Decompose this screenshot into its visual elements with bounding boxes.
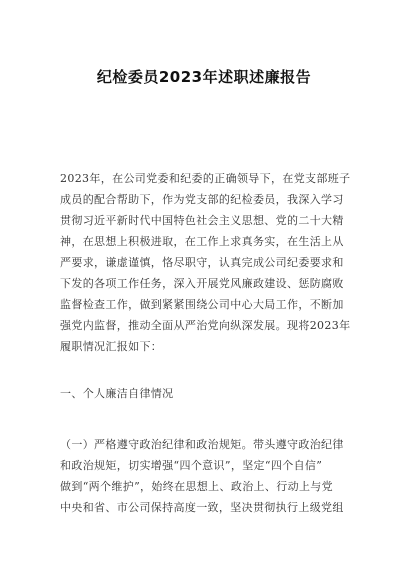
text-line: 监督检查工作，做到紧紧围绕公司中心大局工作，不断加	[60, 298, 344, 311]
text-line: 贯彻习近平新时代中国特色社会主义思想、党的二十大精	[60, 214, 344, 227]
text-line: 2023年，在公司党委和纪委的正确领导下，在党支部班子	[60, 172, 351, 185]
text-line: 和政治规矩，切实增强“四个意识”，坚定“四个自信”	[60, 459, 323, 472]
paragraph-intro	[60, 168, 352, 357]
document-title: 纪检委员2023年述职述廉报告	[96, 68, 312, 86]
text-line: 成员的配合帮助下，作为党支部的纪检委员，我深入学习	[60, 193, 344, 206]
text-line: 严要求，谦虚谨慎，恪尽职守，认真完成公司纪委要求和	[60, 256, 344, 269]
text-line: 下发的各项工作任务，深入开展党风廉政建设、惩防腐败	[60, 277, 344, 290]
text-line: （一）严格遵守政治纪律和政治规矩。带头遵守政治纪律	[60, 438, 344, 451]
text-line: 履职情况汇报如下：	[60, 340, 163, 353]
text-line: 神，在思想上积极进取，在工作上求真务实，在生活上从	[60, 235, 344, 248]
section-heading	[60, 383, 352, 404]
text-line: 强党内监督，推动全面从严治党向纵深发展。现将2023年	[60, 319, 351, 332]
text-line: 做到“两个维护”，始终在思想上、政治上、行动上与党	[60, 480, 333, 493]
text-line: 中央和省、市公司保持高度一致，坚决贯彻执行上级党组	[60, 501, 344, 514]
heading-text: 一、个人廉洁自律情况	[60, 387, 174, 400]
paragraph-section-1	[60, 434, 352, 518]
